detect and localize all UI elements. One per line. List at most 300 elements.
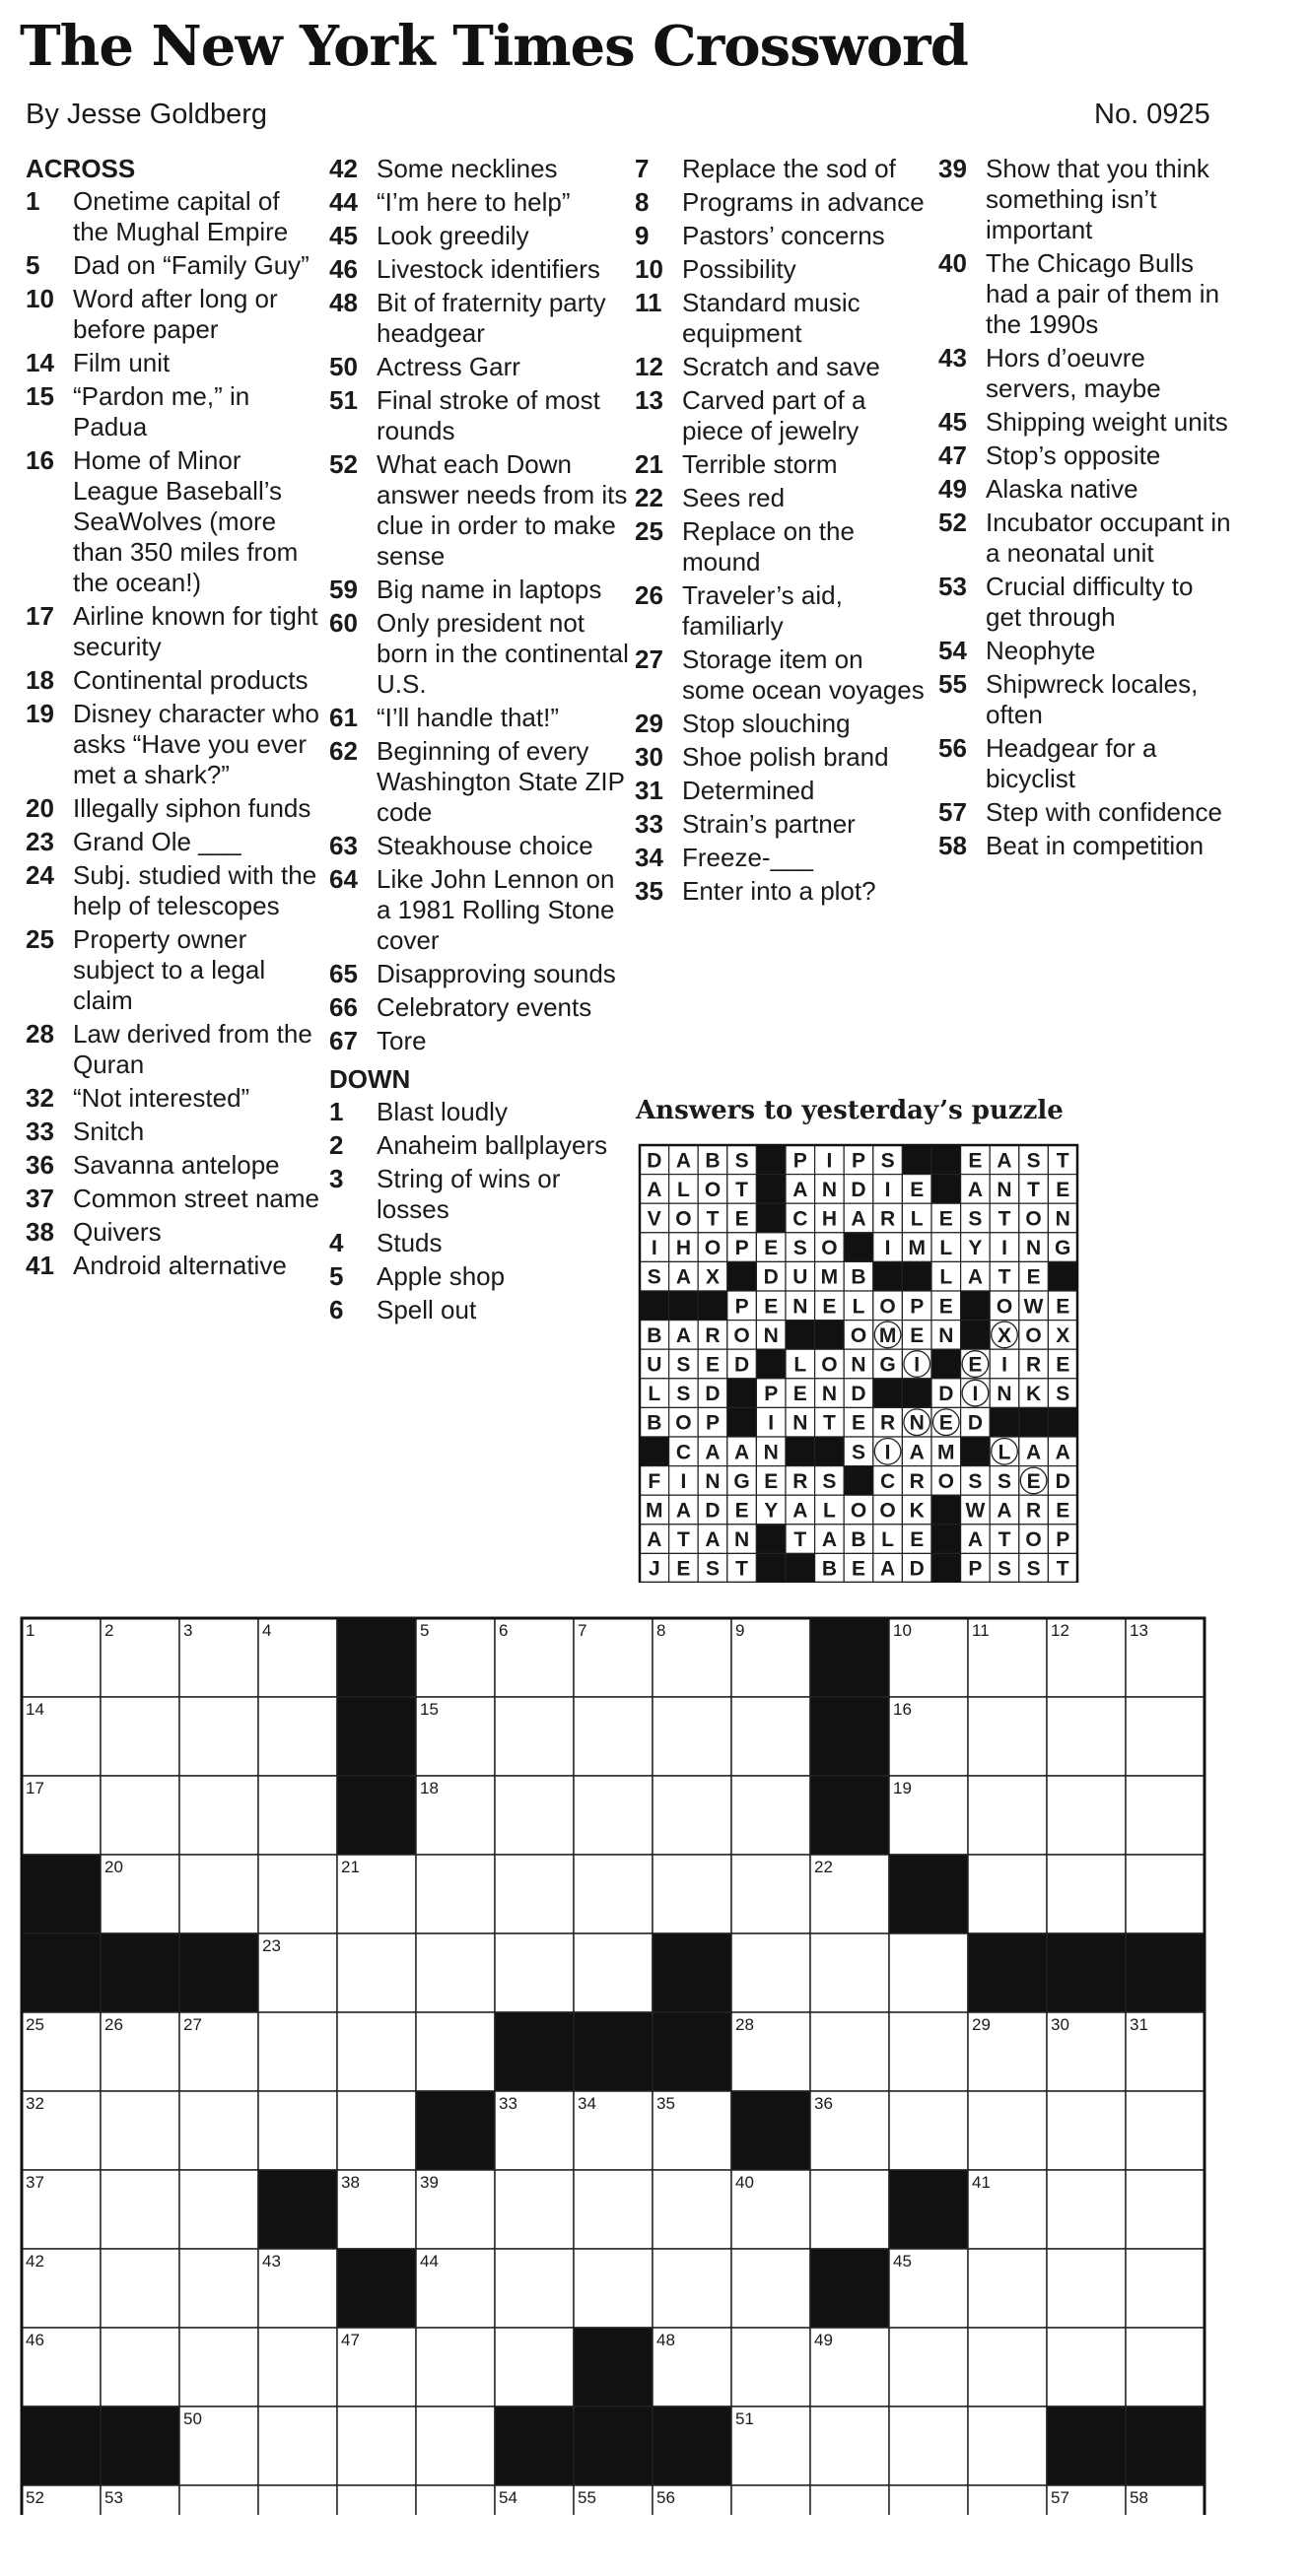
- grid-cell[interactable]: [495, 1933, 574, 2012]
- answer-black-square: [931, 1553, 961, 1583]
- answer-black-square: [786, 1553, 815, 1583]
- across-clue: [329, 254, 630, 285]
- answer-letter: N: [792, 1295, 808, 1319]
- grid-cell[interactable]: [258, 2012, 337, 2091]
- answer-letter: N: [763, 1323, 779, 1347]
- answer-letter: S: [997, 1469, 1012, 1493]
- grid-cell[interactable]: [653, 2249, 731, 2328]
- clue-number: 33: [26, 1117, 54, 1146]
- grid-cell[interactable]: [416, 2407, 495, 2485]
- grid-cell[interactable]: [968, 1776, 1047, 1855]
- grid-cell[interactable]: [574, 1776, 653, 1855]
- grid-cell[interactable]: [968, 2407, 1047, 2485]
- answer-letter: B: [851, 1265, 866, 1289]
- black-square: [653, 2407, 731, 2485]
- cell-number: 51: [735, 2409, 754, 2428]
- across-clue: [329, 608, 630, 700]
- answer-letter: T: [793, 1528, 807, 1552]
- answer-letter: R: [792, 1469, 808, 1493]
- answer-letter: A: [675, 1265, 691, 1289]
- answer-letter: A: [909, 1441, 925, 1464]
- answer-letter: E: [764, 1295, 779, 1319]
- grid-cell[interactable]: [574, 2170, 653, 2249]
- clue-text: Continental products: [73, 665, 309, 695]
- answer-letter: A: [734, 1441, 750, 1464]
- grid-cell[interactable]: [337, 1933, 416, 2012]
- clue-text: What each Down answer needs from its clue in order to make sense: [377, 449, 628, 571]
- grid-cell[interactable]: [495, 1855, 574, 1933]
- across-clue: [26, 860, 321, 921]
- down-clue: [635, 352, 930, 382]
- answer-black-square: [961, 1321, 991, 1350]
- down-clue: [635, 516, 930, 577]
- answer-letter: D: [705, 1383, 721, 1406]
- clue-number: 21: [635, 449, 663, 479]
- answer-letter: L: [676, 1178, 690, 1201]
- answer-letter: X: [705, 1265, 721, 1289]
- answer-letter: E: [910, 1528, 925, 1552]
- black-square: [22, 1933, 101, 2012]
- grid-cell[interactable]: [574, 1933, 653, 2012]
- grid-cell[interactable]: [179, 2485, 258, 2515]
- grid-cell[interactable]: [889, 1933, 968, 2012]
- grid-cell[interactable]: [889, 2407, 968, 2485]
- cell-number: 41: [972, 2173, 991, 2192]
- clue-text: Snitch: [73, 1117, 145, 1146]
- grid-cell[interactable]: [1047, 2091, 1126, 2170]
- answer-black-square: [931, 1495, 961, 1525]
- clue-text: “I’ll handle that!”: [377, 703, 559, 732]
- clue-text: Celebratory events: [377, 992, 592, 1022]
- grid-cell[interactable]: [968, 1855, 1047, 1933]
- black-square: [337, 1697, 416, 1776]
- grid-cell[interactable]: [731, 1697, 810, 1776]
- answer-black-square: [727, 1379, 757, 1408]
- answer-black-square: [815, 1437, 845, 1466]
- grid-cell[interactable]: [968, 1697, 1047, 1776]
- clue-number: 13: [635, 385, 663, 415]
- clue-number: 39: [938, 154, 967, 183]
- byline: By Jesse Goldberg: [26, 99, 268, 130]
- black-square: [889, 1855, 968, 1933]
- across-clue-list-continued: [329, 154, 630, 1056]
- answer-letter: E: [1056, 1178, 1070, 1201]
- clue-text: Determined: [682, 776, 815, 805]
- clue-text: Storage item on some ocean voyages: [682, 644, 925, 705]
- answer-letter: O: [1025, 1323, 1042, 1347]
- clue-number: 52: [938, 508, 967, 537]
- black-square: [416, 2091, 495, 2170]
- answer-letter: U: [792, 1265, 808, 1289]
- grid-cell[interactable]: [574, 1855, 653, 1933]
- cell-number: 32: [26, 2094, 44, 2113]
- across-clue: [26, 1083, 321, 1114]
- across-clue: [329, 352, 630, 382]
- across-clue: [26, 1217, 321, 1248]
- clue-text: Headgear for a bicyclist: [986, 733, 1157, 793]
- grid-cell[interactable]: [416, 1933, 495, 2012]
- cell-number: 37: [26, 2173, 44, 2192]
- answer-letter: O: [850, 1499, 867, 1523]
- clue-text: Airline known for tight security: [73, 601, 318, 661]
- across-heading: ACROSS: [26, 154, 136, 183]
- clue-number: 15: [26, 381, 54, 411]
- answer-letter: P: [1056, 1528, 1070, 1552]
- answer-black-square: [873, 1379, 903, 1408]
- answer-black-square: [727, 1407, 757, 1437]
- across-clue: [329, 992, 630, 1023]
- answer-letter: E: [676, 1557, 691, 1581]
- answer-letter: E: [910, 1323, 925, 1347]
- answer-letter: P: [705, 1411, 721, 1435]
- grid-cell[interactable]: [416, 1855, 495, 1933]
- across-clue: [329, 864, 630, 956]
- black-square: [1126, 1933, 1205, 2012]
- answer-black-square: [756, 1553, 786, 1583]
- grid-cell[interactable]: [1126, 2170, 1205, 2249]
- grid-cell[interactable]: [337, 2485, 416, 2515]
- grid-cell[interactable]: [101, 2170, 179, 2249]
- grid-cell[interactable]: [1126, 1697, 1205, 1776]
- clue-number: 64: [329, 864, 358, 894]
- grid-cell[interactable]: [731, 2249, 810, 2328]
- clue-number: 18: [26, 665, 54, 695]
- black-square: [653, 2012, 731, 2091]
- across-clue: [26, 445, 321, 598]
- answer-letter: R: [880, 1411, 896, 1435]
- grid-cell[interactable]: [495, 1776, 574, 1855]
- clue-text: Replace on the mound: [682, 516, 855, 576]
- across-clue: [329, 288, 630, 349]
- clue-text: Standard music equipment: [682, 288, 861, 348]
- grid-cell[interactable]: [101, 2328, 179, 2407]
- clue-text: Grand Ole ___: [73, 827, 241, 856]
- grid-cell[interactable]: [810, 2170, 889, 2249]
- black-square: [179, 1933, 258, 2012]
- grid-cell[interactable]: [731, 1933, 810, 2012]
- answer-letter: E: [968, 1149, 983, 1173]
- clue-number: 59: [329, 575, 358, 604]
- black-square: [810, 1697, 889, 1776]
- grid-cell[interactable]: [889, 2328, 968, 2407]
- grid-cell[interactable]: [416, 2012, 495, 2091]
- black-square: [337, 2249, 416, 2328]
- answer-letter: Y: [968, 1237, 983, 1260]
- down-clue: [938, 343, 1234, 404]
- answer-letter: A: [705, 1441, 721, 1464]
- down-clue: [635, 644, 930, 706]
- answer-letter: N: [909, 1411, 925, 1435]
- answer-letter: I: [884, 1237, 891, 1260]
- clue-text: Step with confidence: [986, 797, 1222, 827]
- grid-cell[interactable]: [1047, 1697, 1126, 1776]
- answer-letter: N: [1055, 1207, 1070, 1231]
- grid-cell[interactable]: [1047, 2328, 1126, 2407]
- grid-cell[interactable]: [653, 1776, 731, 1855]
- clue-text: Home of Minor League Baseball’s SeaWolves (more than 350 miles from the ocean!): [73, 445, 299, 597]
- clue-text: Beat in competition: [986, 831, 1205, 860]
- cell-number: 26: [104, 2015, 123, 2034]
- clue-text: Quivers: [73, 1217, 162, 1247]
- answer-letter: H: [675, 1237, 691, 1260]
- grid-cell[interactable]: [810, 2407, 889, 2485]
- grid-cell[interactable]: [495, 1697, 574, 1776]
- grid-cell[interactable]: [889, 2012, 968, 2091]
- clue-text: Freeze-___: [682, 843, 813, 872]
- answer-black-square: [931, 1145, 961, 1175]
- grid-cell[interactable]: [1047, 2249, 1126, 2328]
- down-clue: [635, 254, 930, 285]
- clue-number: 49: [938, 474, 967, 504]
- answer-letter: N: [705, 1469, 721, 1493]
- answer-letter: P: [734, 1237, 749, 1260]
- grid-cell[interactable]: [1047, 1776, 1126, 1855]
- across-clue: [26, 827, 321, 857]
- cell-number: 54: [499, 2488, 517, 2507]
- clue-number: 66: [329, 992, 358, 1022]
- grid-cell[interactable]: [337, 2091, 416, 2170]
- answer-letter: I: [768, 1411, 775, 1435]
- clue-number: 16: [26, 445, 54, 475]
- grid-cell[interactable]: [179, 2170, 258, 2249]
- clue-text: Disney character who asks “Have you ever met a shark?”: [73, 699, 319, 789]
- clue-number: 67: [329, 1026, 358, 1055]
- grid-cell[interactable]: [889, 2485, 968, 2515]
- clue-number: 14: [26, 348, 54, 377]
- down-clue: [938, 733, 1234, 794]
- grid-cell[interactable]: [258, 1697, 337, 1776]
- grid-cell[interactable]: [731, 2328, 810, 2407]
- answer-letter: I: [1001, 1237, 1007, 1260]
- cell-number: 11: [972, 1621, 990, 1640]
- clue-number: 58: [938, 831, 967, 860]
- down-clue: [938, 669, 1234, 730]
- cell-number: 46: [26, 2331, 44, 2349]
- answer-letter: E: [1056, 1353, 1070, 1377]
- black-square: [495, 2012, 574, 2091]
- grid-cell[interactable]: [810, 2485, 889, 2515]
- clue-text: Common street name: [73, 1184, 319, 1213]
- grid-cell[interactable]: [1126, 2249, 1205, 2328]
- grid-cell[interactable]: [258, 2407, 337, 2485]
- answer-letter: D: [1055, 1469, 1070, 1493]
- clue-text: Look greedily: [377, 221, 529, 250]
- answer-letter: N: [792, 1411, 808, 1435]
- grid-cell[interactable]: [1126, 1776, 1205, 1855]
- clue-number: 33: [635, 809, 663, 839]
- clue-text: Enter into a plot?: [682, 876, 876, 906]
- grid-cell[interactable]: [495, 2170, 574, 2249]
- across-clue: [329, 449, 630, 572]
- answer-letter: T: [998, 1528, 1011, 1552]
- grid-cell[interactable]: [731, 1855, 810, 1933]
- grid-cell[interactable]: [101, 2249, 179, 2328]
- down-clue: [938, 154, 1234, 245]
- clue-number: 43: [938, 343, 967, 373]
- answer-letter: D: [734, 1353, 750, 1377]
- grid-cell[interactable]: [653, 1855, 731, 1933]
- clue-number: 31: [635, 776, 663, 805]
- answer-letter: M: [878, 1323, 897, 1347]
- down-clue: [938, 636, 1234, 666]
- answer-letter: T: [998, 1207, 1011, 1231]
- clue-number: 45: [938, 407, 967, 437]
- answer-letter: W: [1023, 1295, 1044, 1319]
- cell-number: 21: [341, 1858, 360, 1876]
- clue-text: Show that you think something isn’t important: [986, 154, 1209, 244]
- yesterday-answers-title: Answers to yesterday’s puzzle: [636, 1096, 1064, 1125]
- across-clue: [26, 793, 321, 824]
- grid-cell[interactable]: [968, 2249, 1047, 2328]
- grid-cell[interactable]: [731, 2485, 810, 2515]
- answer-letter: T: [822, 1411, 836, 1435]
- grid-cell[interactable]: [179, 2249, 258, 2328]
- grid-cell[interactable]: [731, 1776, 810, 1855]
- answer-black-square: [931, 1349, 961, 1379]
- answer-black-square: [786, 1437, 815, 1466]
- grid-cell[interactable]: [574, 2249, 653, 2328]
- across-clue: [26, 1184, 321, 1214]
- answer-black-square: [844, 1466, 873, 1496]
- black-square: [574, 2012, 653, 2091]
- black-square: [337, 1618, 416, 1697]
- cell-number: 33: [499, 2094, 517, 2113]
- across-clue-list: [26, 186, 321, 1281]
- answer-letter: A: [1026, 1441, 1042, 1464]
- answer-black-square: [1019, 1407, 1049, 1437]
- answer-letter: S: [1026, 1557, 1041, 1581]
- grid-cell[interactable]: [416, 2485, 495, 2515]
- grid-cell[interactable]: [101, 1697, 179, 1776]
- grid-cell[interactable]: [1126, 2091, 1205, 2170]
- grid-cell[interactable]: [653, 1697, 731, 1776]
- grid-cell[interactable]: [1126, 2328, 1205, 2407]
- grid-cell[interactable]: [968, 2328, 1047, 2407]
- grid-cell[interactable]: [101, 2091, 179, 2170]
- across-clue: [26, 699, 321, 790]
- cell-number: 56: [656, 2488, 675, 2507]
- grid-cell[interactable]: [258, 2091, 337, 2170]
- clue-text: Onetime capital of the Mughal Empire: [73, 186, 289, 246]
- clue-number: 47: [938, 441, 967, 470]
- answer-letter: H: [821, 1207, 837, 1231]
- grid-cell[interactable]: [179, 2091, 258, 2170]
- grid-cell[interactable]: [258, 2328, 337, 2407]
- answer-letter: O: [1025, 1528, 1042, 1552]
- answer-letter: A: [967, 1265, 983, 1289]
- answer-letter: R: [909, 1469, 925, 1493]
- cell-number: 15: [420, 1700, 439, 1719]
- black-square: [810, 1618, 889, 1697]
- grid-cell[interactable]: [258, 1776, 337, 1855]
- answer-letter: I: [884, 1178, 891, 1201]
- grid-cell[interactable]: [179, 2328, 258, 2407]
- grid-cell[interactable]: [179, 1776, 258, 1855]
- grid-cell[interactable]: [889, 2091, 968, 2170]
- grid-cell[interactable]: [653, 2170, 731, 2249]
- black-square: [968, 1933, 1047, 2012]
- grid-cell[interactable]: [258, 2485, 337, 2515]
- grid-cell[interactable]: [416, 2328, 495, 2407]
- crossword-grid[interactable]: [20, 1616, 1206, 2515]
- answer-letter: K: [1026, 1383, 1042, 1406]
- clue-number: 61: [329, 703, 358, 732]
- down-clue: [329, 1261, 630, 1292]
- clue-number: 42: [329, 154, 358, 183]
- down-clue: [635, 580, 930, 642]
- answer-letter: L: [998, 1441, 1011, 1464]
- across-clue: [329, 959, 630, 989]
- answer-letter: F: [648, 1469, 661, 1493]
- grid-cell[interactable]: [810, 2012, 889, 2091]
- clue-number: 53: [938, 572, 967, 601]
- answer-letter: E: [792, 1383, 807, 1406]
- clue-number: 22: [635, 483, 663, 512]
- clue-number: 9: [635, 221, 650, 250]
- answer-letter: S: [676, 1353, 691, 1377]
- down-clue-list-continued: [635, 154, 930, 907]
- grid-cell[interactable]: [179, 1697, 258, 1776]
- black-square: [1047, 1933, 1126, 2012]
- grid-cell[interactable]: [968, 2485, 1047, 2515]
- answer-letter: T: [676, 1528, 690, 1552]
- grid-cell[interactable]: [574, 1697, 653, 1776]
- grid-cell[interactable]: [179, 1855, 258, 1933]
- answer-letter: A: [675, 1149, 691, 1173]
- clue-text: Shipwreck locales, often: [986, 669, 1199, 729]
- cell-number: 55: [578, 2488, 596, 2507]
- answer-letter: D: [763, 1265, 779, 1289]
- grid-cell[interactable]: [258, 1855, 337, 1933]
- grid-cell[interactable]: [1126, 1855, 1205, 1933]
- grid-cell[interactable]: [810, 1933, 889, 2012]
- down-heading: DOWN: [329, 1064, 411, 1094]
- answer-letter: N: [938, 1323, 954, 1347]
- answer-letter: A: [967, 1528, 983, 1552]
- answer-letter: T: [998, 1265, 1011, 1289]
- across-clue: [329, 1026, 630, 1056]
- answer-letter: L: [939, 1265, 953, 1289]
- grid-cell[interactable]: [968, 2091, 1047, 2170]
- grid-cell[interactable]: [495, 2328, 574, 2407]
- answer-letter: I: [884, 1441, 891, 1464]
- grid-cell[interactable]: [101, 1776, 179, 1855]
- clue-text: Blast loudly: [377, 1097, 508, 1126]
- across-clue: [26, 1251, 321, 1281]
- answer-letter: S: [968, 1469, 983, 1493]
- answer-letter: P: [792, 1149, 807, 1173]
- clue-number: 17: [26, 601, 54, 631]
- grid-cell[interactable]: [1047, 2170, 1126, 2249]
- grid-cell[interactable]: [337, 2012, 416, 2091]
- answer-letter: O: [821, 1353, 838, 1377]
- grid-cell[interactable]: [337, 2407, 416, 2485]
- cell-number: 2: [104, 1621, 114, 1640]
- clue-number: 26: [635, 580, 663, 610]
- clue-text: Stop slouching: [682, 709, 851, 738]
- answer-letter: S: [705, 1557, 721, 1581]
- answer-letter: E: [851, 1411, 866, 1435]
- grid-cell[interactable]: [495, 2249, 574, 2328]
- down-clue: [635, 221, 930, 251]
- answer-black-square: [756, 1525, 786, 1554]
- clue-text: Apple shop: [377, 1261, 506, 1291]
- clue-text: Stop’s opposite: [986, 441, 1161, 470]
- grid-cell[interactable]: [1047, 1855, 1126, 1933]
- cell-number: 3: [183, 1621, 193, 1640]
- answer-black-square: [698, 1291, 727, 1321]
- answer-black-square: [844, 1233, 873, 1262]
